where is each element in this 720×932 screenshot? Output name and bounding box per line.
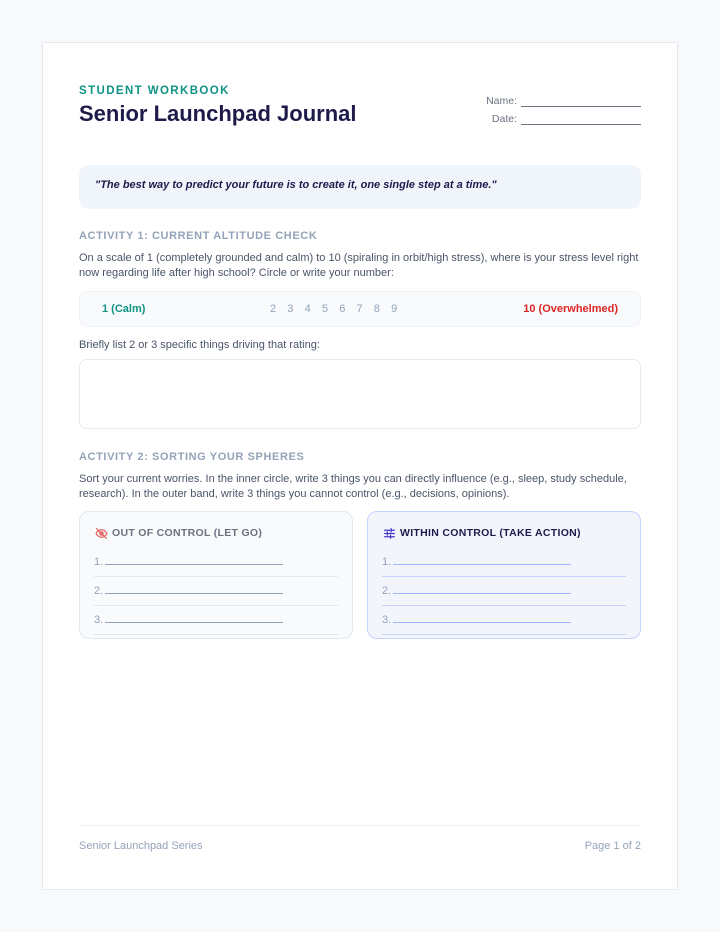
out-of-control-heading [94,526,338,540]
list-item[interactable] [94,577,338,606]
item-blank[interactable] [105,613,283,623]
activity-1-instructions: On a scale of 1 (completely grounded and calm) to 10 (spiraling in orbit/high stress), where is your stress level right now regarding life after high school? Circle or write your number: [79,252,639,279]
list-item[interactable] [94,606,338,635]
scale-number[interactable]: 7 [356,303,363,315]
out-of-control-card [79,511,353,639]
item-number: 1. [94,556,104,568]
scale-number[interactable]: 9 [391,303,398,315]
scale-number[interactable]: 4 [304,303,311,315]
scale-number[interactable]: 2 [270,303,277,315]
stress-scale [79,291,641,327]
within-control-heading [382,526,626,540]
list-item[interactable] [382,606,626,635]
workbook-kicker: STUDENT WORKBOOK [79,85,230,97]
name-field[interactable] [521,97,641,107]
quote-callout: "The best way to predict your future is to create it, one single step at a time." [79,165,641,209]
date-row [471,107,641,125]
list-item[interactable] [94,548,338,577]
footer-divider [79,825,641,826]
scale-numbers [270,303,408,315]
item-number: 3. [94,614,104,626]
sliders-icon [382,526,396,540]
activity-1-title: ACTIVITY 1: CURRENT ALTITUDE CHECK [79,230,318,242]
eye-off-icon [94,526,108,540]
list-item[interactable] [382,577,626,606]
activity-2-title: ACTIVITY 2: SORTING YOUR SPHERES [79,451,305,463]
activity-2-instructions: Sort your current worries. In the inner circle, write 3 things you can directly influence (e.g., sleep, study schedule, research). In the outer band, write 3 things you cannot control (e.g., decisions, opinions). [79,473,627,500]
page-title: Senior Launchpad Journal [79,101,357,126]
within-control-title: WITHIN CONTROL (TAKE ACTION) [400,527,581,539]
scale-number[interactable]: 3 [287,303,294,315]
date-field[interactable] [521,115,641,125]
item-blank[interactable] [393,555,571,565]
item-number: 1. [382,556,392,568]
activity-1-prompt: Briefly list 2 or 3 specific things driving that rating: [79,339,320,351]
scale-high-label[interactable]: 10 (Overwhelmed) [523,303,618,315]
out-of-control-title: OUT OF CONTROL (LET GO) [112,527,263,539]
scale-number[interactable]: 8 [373,303,380,315]
within-control-list [382,548,626,635]
scale-number[interactable]: 5 [321,303,329,315]
item-blank[interactable] [105,555,283,565]
workbook-page [42,42,678,890]
item-blank[interactable] [105,584,283,594]
item-number: 2. [382,585,392,597]
item-number: 2. [94,585,104,597]
within-control-card [367,511,641,639]
item-blank[interactable] [393,584,571,594]
item-number: 3. [382,614,392,626]
item-blank[interactable] [393,613,571,623]
scale-low-label[interactable]: 1 (Calm) [102,303,146,315]
footer-series: Senior Launchpad Series [79,840,203,852]
date-label: Date: [491,113,517,125]
page-number: Page 1 of 2 [584,840,641,852]
rating-reasons-textarea[interactable] [79,359,641,429]
name-date-block [471,89,641,125]
name-row [471,89,641,107]
list-item[interactable] [382,548,626,577]
name-label: Name: [486,95,517,107]
out-of-control-list [94,548,338,635]
scale-number[interactable]: 6 [339,303,346,315]
